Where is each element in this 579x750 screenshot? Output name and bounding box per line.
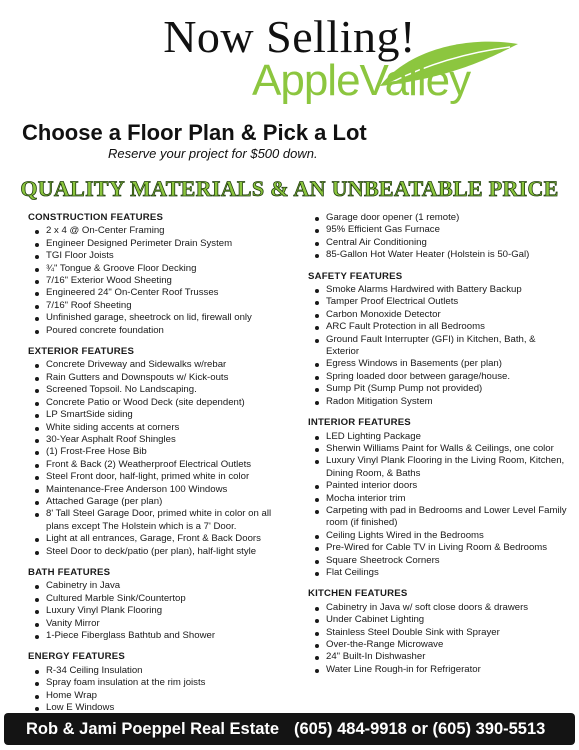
feature-item: Home Wrap <box>28 690 290 702</box>
feature-item: R-34 Ceiling Insulation <box>28 665 290 677</box>
feature-list <box>308 602 570 676</box>
feature-item: ARC Fault Protection in all Bedrooms <box>308 321 570 333</box>
feature-list <box>308 284 570 408</box>
feature-item: Ceiling Lights Wired in the Bedrooms <box>308 530 570 542</box>
left-column <box>28 212 290 723</box>
feature-item: Spring loaded door between garage/house. <box>308 371 570 383</box>
feature-item: Steel Door to deck/patio (per plan), half-light style <box>28 546 290 558</box>
feature-item: Sump Pit (Sump Pump not provided) <box>308 383 570 395</box>
feature-item: Carbon Monoxide Detector <box>308 309 570 321</box>
section-title: EXTERIOR FEATURES <box>28 346 135 358</box>
feature-item: 30-Year Asphalt Roof Shingles <box>28 434 290 446</box>
feature-item: Water Line Rough-in for Refrigerator <box>308 664 570 676</box>
feature-item: Pre-Wired for Cable TV in Living Room & Bedrooms <box>308 542 570 554</box>
feature-item: Ground Fault Interrupter (GFI) in Kitchen, Bath, & Exterior <box>308 334 570 359</box>
feature-item: Mocha interior trim <box>308 493 570 505</box>
feature-item: Smoke Alarms Hardwired with Battery Backup <box>308 284 570 296</box>
agent-name: Rob & Jami Poeppel Real Estate <box>26 720 280 738</box>
feature-section <box>28 346 290 558</box>
floor-plan-heading: Choose a Floor Plan & Pick a Lot <box>22 120 367 145</box>
phone-numbers: (605) 484-9918 or (605) 390-5513 <box>294 720 546 738</box>
section-title: KITCHEN FEATURES <box>308 588 408 600</box>
feature-item: TGI Floor Joists <box>28 250 290 262</box>
feature-item: Radon Mitigation System <box>308 396 570 408</box>
feature-item: Garage door opener (1 remote) <box>308 212 570 224</box>
feature-section <box>308 271 570 408</box>
feature-item: Attached Garage (per plan) <box>28 496 290 508</box>
feature-section <box>28 651 290 714</box>
feature-item: 1-Piece Fiberglass Bathtub and Shower <box>28 630 290 642</box>
section-title: SAFETY FEATURES <box>308 270 403 282</box>
feature-item: 7/16" Exterior Wood Sheeting <box>28 275 290 287</box>
feature-item: 85-Gallon Hot Water Heater (Holstein is 50-Gal) <box>308 249 570 261</box>
feature-item: Spray foam insulation at the rim joists <box>28 677 290 689</box>
feature-item: Front & Back (2) Weatherproof Electrical Outlets <box>28 459 290 471</box>
feature-item: Carpeting with pad in Bedrooms and Lower Level Family room (if finished) <box>308 505 570 530</box>
headline: Now Selling! <box>163 11 416 62</box>
feature-item: Steel Front door, half-light, primed white in color <box>28 471 290 483</box>
feature-item: Sherwin Williams Paint for Walls & Ceilings, one color <box>308 443 570 455</box>
feature-item: 7/16" Roof Sheeting <box>28 300 290 312</box>
feature-list <box>28 580 290 642</box>
feature-item: Maintenance-Free Anderson 100 Windows <box>28 484 290 496</box>
feature-item: Central Air Conditioning <box>308 237 570 249</box>
feature-item: Square Sheetrock Corners <box>308 555 570 567</box>
feature-item: Concrete Patio or Wood Deck (site dependent) <box>28 397 290 409</box>
feature-item: Vanity Mirror <box>28 618 290 630</box>
section-title: BATH FEATURES <box>28 566 111 578</box>
feature-item: Poured concrete foundation <box>28 325 290 337</box>
feature-item: Flat Ceilings <box>308 567 570 579</box>
logo-text: AppleValley <box>252 56 471 105</box>
feature-item: Over-the-Range Microwave <box>308 639 570 651</box>
section-title: ENERGY FEATURES <box>28 651 125 663</box>
feature-item: White siding accents at corners <box>28 422 290 434</box>
feature-list <box>28 359 290 558</box>
section-title: INTERIOR FEATURES <box>308 417 411 429</box>
feature-item: Cabinetry in Java w/ soft close doors & drawers <box>308 602 570 614</box>
feature-item: ¾" Tongue & Groove Floor Decking <box>28 263 290 275</box>
feature-item: Unfinished garage, sheetrock on lid, firewall only <box>28 312 290 324</box>
feature-item: LP SmartSide siding <box>28 409 290 421</box>
feature-item: Luxury Vinyl Plank Flooring in the Living Room, Kitchen, Dining Room, & Baths <box>308 455 570 480</box>
feature-item: 95% Efficient Gas Furnace <box>308 224 570 236</box>
feature-item: Stainless Steel Double Sink with Sprayer <box>308 627 570 639</box>
feature-item: Cultured Marble Sink/Countertop <box>28 593 290 605</box>
feature-item: Tamper Proof Electrical Outlets <box>308 296 570 308</box>
feature-item: Engineer Designed Perimeter Drain System <box>28 238 290 250</box>
feature-section <box>28 567 290 642</box>
feature-item: Painted interior doors <box>308 480 570 492</box>
feature-item: Engineered 24" On-Center Roof Trusses <box>28 287 290 299</box>
feature-item: Screened Topsoil. No Landscaping. <box>28 384 290 396</box>
feature-section <box>308 212 570 262</box>
feature-item: Low E Windows <box>28 702 290 714</box>
feature-section <box>28 212 290 337</box>
feature-item: Luxury Vinyl Plank Flooring <box>28 605 290 617</box>
feature-item: 8' Tall Steel Garage Door, primed white in color on all plans except The Holstein which is a 7' Door. <box>28 508 290 533</box>
feature-item: LED Lighting Package <box>308 431 570 443</box>
reserve-note: Reserve your project for $500 down. <box>108 146 318 161</box>
feature-item: Concrete Driveway and Sidewalks w/rebar <box>28 359 290 371</box>
feature-list <box>308 431 570 580</box>
feature-item: Rain Gutters and Downspouts w/ Kick-outs <box>28 372 290 384</box>
feature-item: Cabinetry in Java <box>28 580 290 592</box>
feature-list <box>308 212 570 262</box>
feature-section <box>308 588 570 676</box>
feature-item: Egress Windows in Basements (per plan) <box>308 358 570 370</box>
feature-item: (1) Frost-Free Hose Bib <box>28 446 290 458</box>
feature-item: Light at all entrances, Garage, Front & Back Doors <box>28 533 290 545</box>
contact-footer <box>4 713 575 745</box>
feature-item: 24" Built-In Dishwasher <box>308 651 570 663</box>
right-column <box>308 212 570 685</box>
quality-banner: QUALITY MATERIALS & AN UNBEATABLE PRICE <box>20 176 559 201</box>
feature-item: 2 x 4 @ On-Center Framing <box>28 225 290 237</box>
feature-list <box>28 225 290 337</box>
feature-list <box>28 665 290 715</box>
feature-item: Under Cabinet Lighting <box>308 614 570 626</box>
apple-valley-logo <box>222 38 522 118</box>
feature-section <box>308 417 570 579</box>
section-title: CONSTRUCTION FEATURES <box>28 212 164 223</box>
